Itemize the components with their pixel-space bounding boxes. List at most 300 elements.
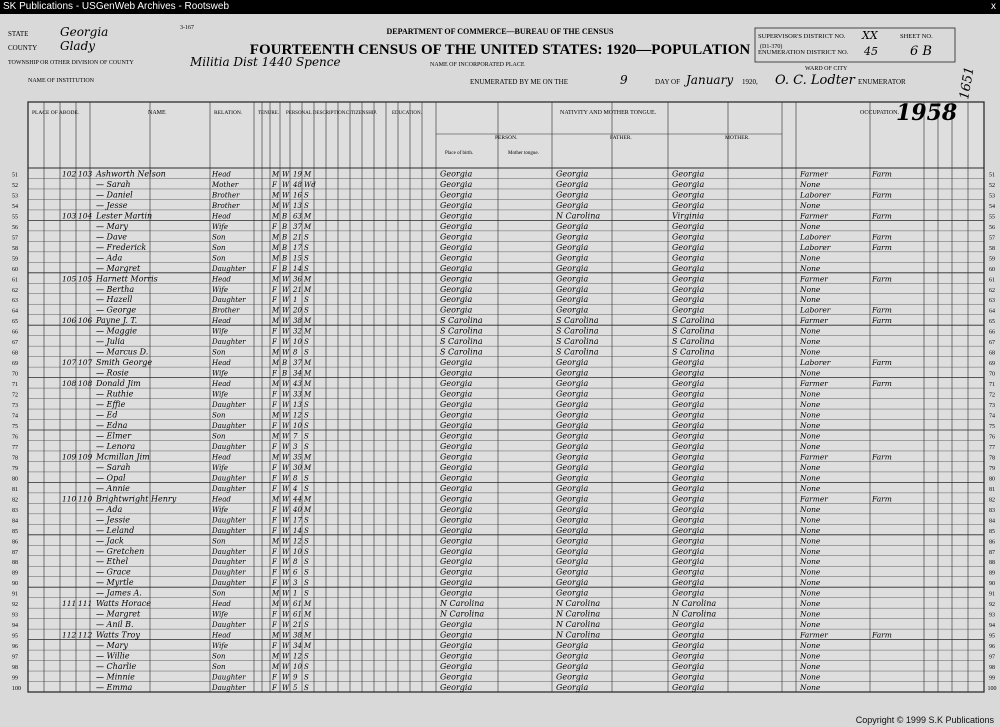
birthplace: Georgia <box>440 651 473 661</box>
birthplace: Georgia <box>440 169 473 179</box>
occupation: None <box>800 483 821 493</box>
age: 9 <box>293 673 298 682</box>
dwelling-number: 110 <box>62 494 77 504</box>
occupation: None <box>800 295 821 305</box>
line-number-right: 72 <box>989 392 995 399</box>
mother-birthplace: Georgia <box>672 620 705 630</box>
occupation: None <box>800 525 821 535</box>
occupation: None <box>800 651 821 661</box>
father-birthplace: Georgia <box>556 662 589 672</box>
line-number-right: 94 <box>989 623 995 630</box>
race: W <box>282 537 290 546</box>
mother-birthplace: Georgia <box>672 169 705 179</box>
age: 1 <box>293 296 298 305</box>
race: W <box>282 673 290 682</box>
mother-birthplace: S Carolina <box>672 316 715 326</box>
relation: Daughter <box>212 338 246 347</box>
marital-status: S <box>304 264 309 273</box>
age: 61 <box>293 600 302 609</box>
person-name: — Jessie <box>96 515 130 525</box>
birthplace: Georgia <box>440 567 473 577</box>
marital-status: M <box>304 222 312 231</box>
marital-status: S <box>304 233 309 242</box>
mother-birthplace: Georgia <box>672 494 705 504</box>
mother-birthplace: Georgia <box>672 389 705 399</box>
father-birthplace: Georgia <box>556 515 589 525</box>
family-number: 112 <box>78 630 93 640</box>
relation: Wife <box>212 285 229 294</box>
person-name: — Myrtle <box>96 578 134 588</box>
dwelling-number: 112 <box>62 630 77 640</box>
relation: Daughter <box>212 401 246 410</box>
line-number-right: 92 <box>989 602 995 609</box>
age: 34 <box>293 369 302 378</box>
mother-birthplace: S Carolina <box>672 347 715 357</box>
sex: M <box>272 233 280 242</box>
mother-birthplace: Georgia <box>672 274 705 284</box>
race: W <box>282 684 290 692</box>
sex: F <box>272 516 277 525</box>
person-name: — James A. <box>96 588 142 598</box>
birthplace: Georgia <box>440 641 473 651</box>
mother-birthplace: Georgia <box>672 410 705 420</box>
relation: Daughter <box>212 484 246 493</box>
sex: M <box>272 243 280 252</box>
occupation: None <box>800 599 821 609</box>
col-personal: PERSONAL DESCRIPTION. <box>286 111 347 116</box>
line-number: 100 <box>12 686 21 692</box>
relation: Wife <box>212 390 229 399</box>
race: W <box>282 505 290 514</box>
mother-birthplace: Georgia <box>672 462 705 472</box>
birthplace: Georgia <box>440 200 473 210</box>
marital-status: S <box>304 296 309 305</box>
occupation: None <box>800 441 821 451</box>
occupation: None <box>800 400 821 410</box>
father-birthplace: N Carolina <box>556 609 601 619</box>
sex: F <box>272 369 277 378</box>
father-birthplace: N Carolina <box>556 599 601 609</box>
race: B <box>282 212 288 221</box>
person-name: Donald Jim <box>96 379 141 389</box>
mother-birthplace: Georgia <box>672 305 705 315</box>
race: W <box>282 275 290 284</box>
birthplace: N Carolina <box>440 609 485 619</box>
line-number: 58 <box>12 245 18 252</box>
occupation: None <box>800 609 821 619</box>
industry: Farm <box>872 190 892 200</box>
age: 13 <box>293 201 302 210</box>
age: 17 <box>293 516 302 525</box>
line-number-right: 93 <box>989 612 995 619</box>
industry: Farm <box>872 494 892 504</box>
race: W <box>282 432 290 441</box>
dwelling-number: 109 <box>62 452 77 462</box>
age: 63 <box>293 212 302 221</box>
relation: Daughter <box>212 516 246 525</box>
age: 8 <box>293 348 298 357</box>
relation: Son <box>212 663 226 672</box>
line-number: 87 <box>12 549 18 556</box>
occupation: None <box>800 672 821 682</box>
line-number-right: 71 <box>989 382 995 389</box>
birthplace: Georgia <box>440 190 473 200</box>
father-birthplace: Georgia <box>556 672 589 682</box>
occupation: None <box>800 588 821 598</box>
sex: F <box>272 222 277 231</box>
line-number-right: 60 <box>989 266 995 273</box>
marital-status: M <box>304 170 312 179</box>
age: 14 <box>293 526 302 535</box>
family-number: 103 <box>78 169 93 179</box>
birthplace: Georgia <box>440 179 473 189</box>
race: W <box>282 401 290 410</box>
mother-birthplace: Georgia <box>672 200 705 210</box>
race: W <box>282 348 290 357</box>
line-number-right: 81 <box>989 486 995 493</box>
father-birthplace: Georgia <box>556 441 589 451</box>
line-number-right: 63 <box>989 298 995 305</box>
line-number: 73 <box>12 403 18 410</box>
township-value: Militia Dist 1440 Spence <box>190 55 341 69</box>
mother-birthplace: Georgia <box>672 504 705 514</box>
line-number-right: 91 <box>989 591 995 598</box>
age: 10 <box>293 663 302 672</box>
relation: Brother <box>212 306 240 315</box>
line-number-right: 80 <box>989 476 995 483</box>
marital-status: S <box>304 621 309 630</box>
line-number-right: 70 <box>989 371 995 378</box>
sex: F <box>272 180 277 189</box>
industry: Farm <box>872 452 892 462</box>
marital-status: M <box>304 505 312 514</box>
father-birthplace: Georgia <box>556 253 589 263</box>
industry: Farm <box>872 316 892 326</box>
race: B <box>282 359 288 368</box>
line-number-right: 87 <box>989 549 995 556</box>
age: 36 <box>293 275 302 284</box>
institution-label: NAME OF INSTITUTION <box>28 78 94 84</box>
race: W <box>282 631 290 640</box>
mother-birthplace: Georgia <box>672 672 705 682</box>
birthplace: Georgia <box>440 358 473 368</box>
occupation: None <box>800 179 821 189</box>
sex: F <box>272 568 277 577</box>
age: 10 <box>293 422 302 430</box>
person-name: — Julia <box>96 337 125 347</box>
race: W <box>282 526 290 535</box>
birthplace: S Carolina <box>440 337 483 347</box>
dwelling-number: 103 <box>62 211 77 221</box>
birthplace: Georgia <box>440 295 473 305</box>
relation: Daughter <box>212 526 246 535</box>
sex: F <box>272 621 277 630</box>
occupation: Farmer <box>800 211 828 221</box>
relation: Head <box>212 359 231 368</box>
marital-status: M <box>304 327 312 336</box>
relation: Brother <box>212 201 240 210</box>
occupation: None <box>800 253 821 263</box>
race: W <box>282 317 290 326</box>
line-number: 51 <box>12 172 18 179</box>
race: W <box>282 327 290 336</box>
col-father: FATHER. <box>610 135 632 141</box>
line-number-right: 69 <box>989 361 995 368</box>
age: 35 <box>293 453 302 462</box>
sex: F <box>272 296 277 305</box>
father-birthplace: Georgia <box>556 284 589 294</box>
birthplace: Georgia <box>440 525 473 535</box>
age: 20 <box>293 306 302 315</box>
race: B <box>282 243 288 252</box>
sex: M <box>272 306 280 315</box>
person-name: — Lenora <box>96 441 136 451</box>
family-number: 109 <box>78 452 93 462</box>
mother-birthplace: Georgia <box>672 483 705 493</box>
line-number: 62 <box>12 287 18 294</box>
line-number: 69 <box>12 361 18 368</box>
occupation: Farmer <box>800 379 828 389</box>
relation: Daughter <box>212 568 246 577</box>
father-birthplace: S Carolina <box>556 337 599 347</box>
marital-status: M <box>304 610 312 619</box>
table-border <box>28 102 984 692</box>
race: W <box>282 516 290 525</box>
father-birthplace: Georgia <box>556 242 589 252</box>
occupation: Farmer <box>800 630 828 640</box>
industry: Farm <box>872 274 892 284</box>
mother-birthplace: Georgia <box>672 567 705 577</box>
col-citizenship: CITIZENSHIP. <box>346 111 377 116</box>
race: W <box>282 170 290 179</box>
form-number-2: (D1-370) <box>760 44 783 50</box>
sex: M <box>272 275 280 284</box>
marital-status: S <box>304 201 309 210</box>
sex: M <box>272 631 280 640</box>
age: 13 <box>293 401 302 410</box>
birthplace: Georgia <box>440 557 473 567</box>
sex: M <box>272 170 280 179</box>
father-birthplace: Georgia <box>556 431 589 441</box>
month-value: January <box>686 73 734 87</box>
occupation: None <box>800 410 821 420</box>
race: W <box>282 411 290 420</box>
person-name: — Effie <box>96 400 126 410</box>
race: W <box>282 306 290 315</box>
father-birthplace: Georgia <box>556 400 589 410</box>
line-number: 59 <box>12 256 18 263</box>
col-person-tongue: Mother tongue. <box>508 151 539 156</box>
sex: F <box>272 610 277 619</box>
mother-birthplace: Georgia <box>672 400 705 410</box>
supervisor-label: SUPERVISOR'S DISTRICT NO. <box>758 33 846 40</box>
relation: Head <box>212 275 231 284</box>
birthplace: Georgia <box>440 211 473 221</box>
marital-status: S <box>304 673 309 682</box>
relation: Son <box>212 411 226 420</box>
race: W <box>282 568 290 577</box>
person-name: Lester Martin <box>96 211 153 221</box>
line-number-right: 100 <box>987 686 997 692</box>
person-name: — Ethel <box>96 557 129 567</box>
race: W <box>282 338 290 347</box>
mother-birthplace: Georgia <box>672 578 705 588</box>
line-number: 60 <box>12 266 18 273</box>
mother-birthplace: Georgia <box>672 232 705 242</box>
race: W <box>282 296 290 305</box>
race: W <box>282 610 290 619</box>
col-occupation: OCCUPATION. <box>860 110 899 116</box>
birthplace: Georgia <box>440 536 473 546</box>
relation: Wife <box>212 327 229 336</box>
line-number: 95 <box>12 633 18 640</box>
father-birthplace: Georgia <box>556 683 589 692</box>
line-number-right: 67 <box>989 340 995 347</box>
col-tenure: TENURE. <box>258 111 279 116</box>
age: 10 <box>293 338 302 347</box>
relation: Daughter <box>212 296 246 305</box>
sex: M <box>272 652 280 661</box>
col-relation: RELATION. <box>214 110 243 116</box>
occupation: None <box>800 567 821 577</box>
ward-label: WARD OF CITY <box>805 66 848 72</box>
marital-status: S <box>304 243 309 252</box>
father-birthplace: S Carolina <box>556 316 599 326</box>
marital-status: M <box>304 212 312 221</box>
enumerator-name: O. C. Lodter <box>775 73 855 88</box>
line-number-right: 51 <box>989 172 995 179</box>
line-number: 97 <box>12 654 18 661</box>
father-birthplace: Georgia <box>556 525 589 535</box>
occupation: None <box>800 504 821 514</box>
line-number-right: 99 <box>989 675 995 682</box>
occupation: Laborer <box>800 232 831 242</box>
sex: F <box>272 327 277 336</box>
age: 21 <box>293 233 302 242</box>
line-number-right: 97 <box>989 654 995 661</box>
dwelling-number: 107 <box>62 358 77 368</box>
occupation: None <box>800 536 821 546</box>
line-number: 75 <box>12 424 18 430</box>
occupation: None <box>800 347 821 357</box>
race: W <box>282 652 290 661</box>
birthplace: Georgia <box>440 274 473 284</box>
birthplace: Georgia <box>440 483 473 493</box>
father-birthplace: Georgia <box>556 274 589 284</box>
race: B <box>282 233 288 242</box>
line-number: 86 <box>12 539 18 546</box>
sex: F <box>272 579 277 588</box>
age: 33 <box>293 390 302 399</box>
line-number-right: 88 <box>989 560 995 567</box>
mother-birthplace: S Carolina <box>672 326 715 336</box>
line-number: 82 <box>12 497 18 504</box>
relation: Wife <box>212 222 229 231</box>
father-birthplace: Georgia <box>556 232 589 242</box>
line-number: 56 <box>12 224 18 231</box>
occupation: None <box>800 200 821 210</box>
relation: Wife <box>212 642 229 651</box>
occupation: Farmer <box>800 274 828 284</box>
form-number: 3-167 <box>180 25 194 31</box>
mother-birthplace: Georgia <box>672 284 705 294</box>
father-birthplace: Georgia <box>556 379 589 389</box>
person-name: Watts Horace <box>96 599 151 609</box>
col-mother: MOTHER. <box>725 135 750 141</box>
age: 37 <box>293 359 302 368</box>
sex: M <box>272 317 280 326</box>
dwelling-number: 106 <box>62 316 77 326</box>
marital-status: S <box>304 663 309 672</box>
sex: F <box>272 673 277 682</box>
corner-number: 1958 <box>896 100 958 126</box>
relation: Head <box>212 600 231 609</box>
race: W <box>282 422 290 430</box>
marital-status: S <box>304 568 309 577</box>
person-name: Payne J. T. <box>96 316 138 326</box>
line-number: 93 <box>12 612 18 619</box>
marital-status: S <box>304 526 309 535</box>
birthplace: N Carolina <box>440 599 485 609</box>
line-number: 53 <box>12 193 18 200</box>
birthplace: Georgia <box>440 305 473 315</box>
person-name: — Annie <box>96 483 130 493</box>
industry: Farm <box>872 211 892 221</box>
person-name: Mcmillan Jim <box>96 452 150 462</box>
close-icon[interactable]: x <box>991 1 996 12</box>
line-number-right: 86 <box>989 539 995 546</box>
line-number: 92 <box>12 602 18 609</box>
line-number-right: 82 <box>989 497 995 504</box>
sex: F <box>272 547 277 556</box>
person-name: — Leland <box>96 525 135 535</box>
mother-birthplace: Virginia <box>672 211 705 221</box>
person-name: — Gretchen <box>96 546 145 556</box>
enumerator-label: ENUMERATOR <box>858 78 906 86</box>
father-birthplace: Georgia <box>556 389 589 399</box>
age: 4 <box>293 484 298 493</box>
mother-birthplace: Georgia <box>672 263 705 273</box>
dwelling-number: 111 <box>62 599 77 609</box>
occupation: Laborer <box>800 305 831 315</box>
marital-status: S <box>304 547 309 556</box>
line-number: 67 <box>12 340 18 347</box>
col-name: NAME <box>148 110 166 116</box>
occupation: None <box>800 515 821 525</box>
family-number: 105 <box>78 274 93 284</box>
enumerated-label: ENUMERATED BY ME ON THE <box>470 78 568 86</box>
mother-birthplace: Georgia <box>672 421 705 430</box>
occupation: None <box>800 462 821 472</box>
occupation: None <box>800 421 821 430</box>
person-name: — Ruthie <box>96 389 134 399</box>
relation: Wife <box>212 369 229 378</box>
marital-status: M <box>304 390 312 399</box>
line-number-right: 75 <box>989 424 995 430</box>
line-number: 98 <box>12 665 18 672</box>
relation: Son <box>212 243 226 252</box>
race: W <box>282 463 290 472</box>
margin-number: 1651 <box>957 65 978 101</box>
family-number: 110 <box>78 494 93 504</box>
sex: M <box>272 254 280 263</box>
father-birthplace: Georgia <box>556 410 589 420</box>
marital-status: M <box>304 453 312 462</box>
line-number: 52 <box>12 182 18 189</box>
line-number-right: 66 <box>989 329 995 336</box>
birthplace: Georgia <box>440 546 473 556</box>
age: 12 <box>293 411 302 420</box>
